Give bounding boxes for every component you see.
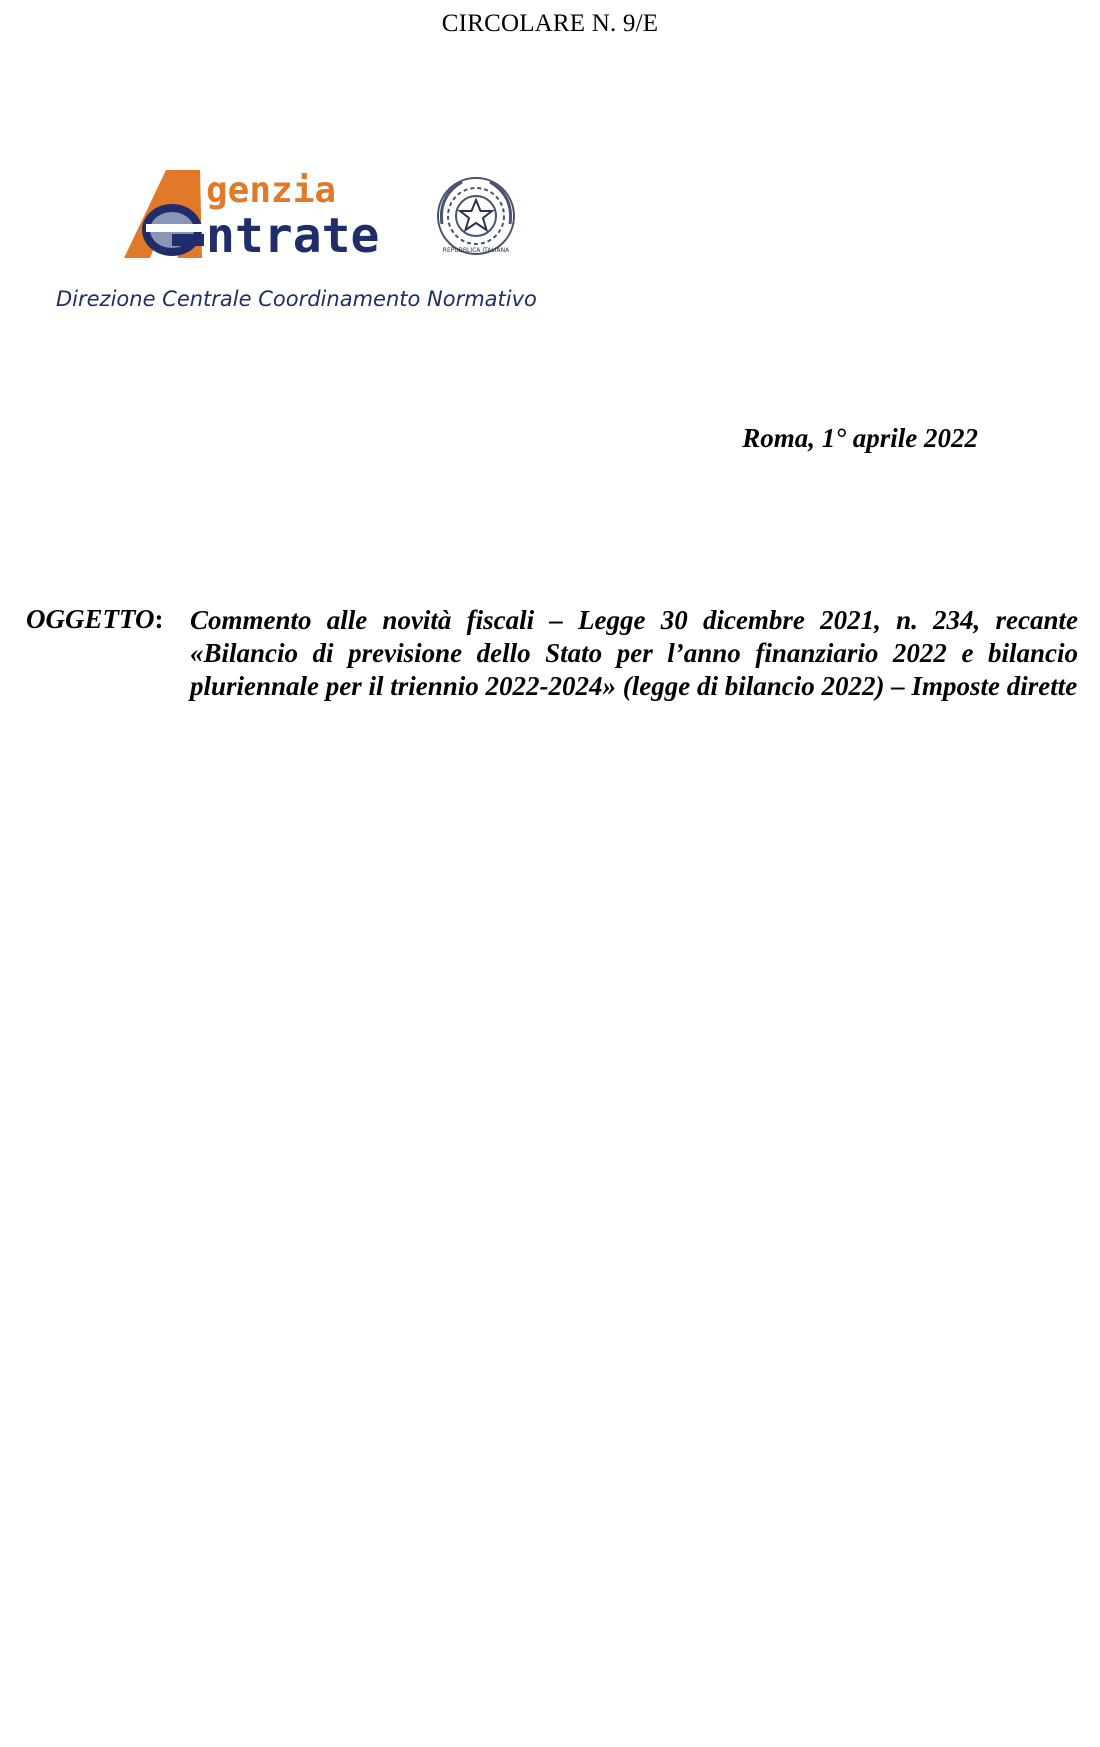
logo-a-mark-icon (124, 170, 204, 258)
logo-line1: genzia (206, 170, 337, 211)
agenzia-entrate-logo (118, 168, 518, 268)
document-date: Roma, 1° aprile 2022 (742, 423, 978, 453)
subject-label (26, 604, 164, 635)
department-name: Direzione Centrale Coordinamento Normativo (56, 287, 537, 311)
emblem-text: REPUBBLICA ITALIANA (442, 247, 510, 254)
logo-line2: ntrate (206, 208, 380, 264)
document-title: CIRCOLARE N. 9/E (441, 10, 659, 37)
subject-text: Commento alle novità fiscali – Legge 30 dicembre 2021, n. 234, recante «Bilancio di previsione dello Stato per l’anno finanziario 2022 e bilancio pluriennale per il triennio 2022-2024» (legge di bilancio 2022) – Imposte dirette (190, 605, 1078, 701)
italian-republic-emblem-icon (438, 178, 514, 254)
subject-label-text: OGGETTO (26, 604, 155, 634)
subject-colon: : (154, 604, 164, 634)
